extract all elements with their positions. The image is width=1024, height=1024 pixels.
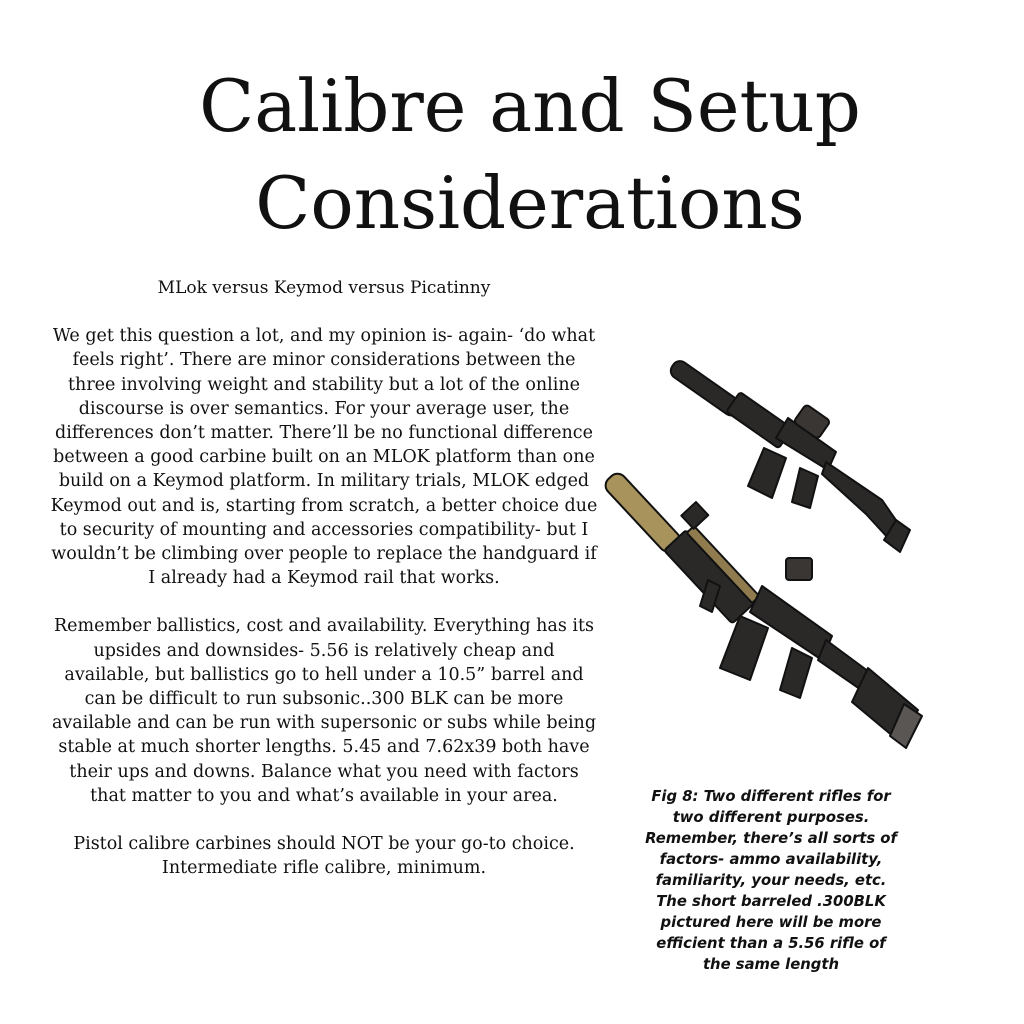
page-title: Calibre and Setup Considerations [199, 64, 861, 245]
section-subheading: MLok versus Keymod versus Picatinny [157, 278, 491, 298]
grip-long [780, 648, 812, 698]
magazine-short [748, 448, 786, 498]
paragraph-pistol-calibre: Pistol calibre carbines should NOT be your go-to choice. Intermediate rifle calibre, minimum. [73, 834, 575, 879]
paragraph-ballistics: Remember ballistics, cost and availability. Everything has its upsides and downsides- 5.56 is relatively cheap and available, but ballistics go to hell under a 10.5” barrel and can be difficult to run subsonic..300 BLK can be more available and can be run with supersonic or subs while being stable at much shorter lengths. 5.45 and 7.62x39 both have their ups and downs. Balance what you need with factors that matter to you and what’s available in your area. [51, 616, 597, 806]
magazine-long [720, 616, 768, 680]
figure-caption: Fig 8: Two different rifles for two different purposes. Remember, there’s all sorts of factors- ammo availability, familiarity, your needs, etc. The short barreled .300BLK pictured here will be more efficient than a 5.56 rifle of the same length [645, 788, 897, 973]
red-dot-sight [786, 558, 812, 580]
stock-short [822, 462, 900, 538]
two-rifles-illustration [600, 330, 930, 770]
grip-short [792, 468, 818, 508]
paragraph-rail-systems: We get this question a lot, and my opinion is- again- ‘do what feels right’. There are minor considerations between the three involving weight and stability but a lot of the online discourse is over semantics. For your average user, the differences don’t matter. There’ll be no functional difference between a good carbine built on an MLOK platform than one build on a Keymod platform. In military trials, MLOK edged Keymod out and is, starting from scratch, a better choice due to security of mounting and accessories compatibility- but I wouldn’t be climbing over people to replace the handguard if I already had a Keymod rail that works. [50, 326, 598, 589]
short-rifle-illustration [668, 358, 910, 552]
article-body [50, 276, 598, 904]
